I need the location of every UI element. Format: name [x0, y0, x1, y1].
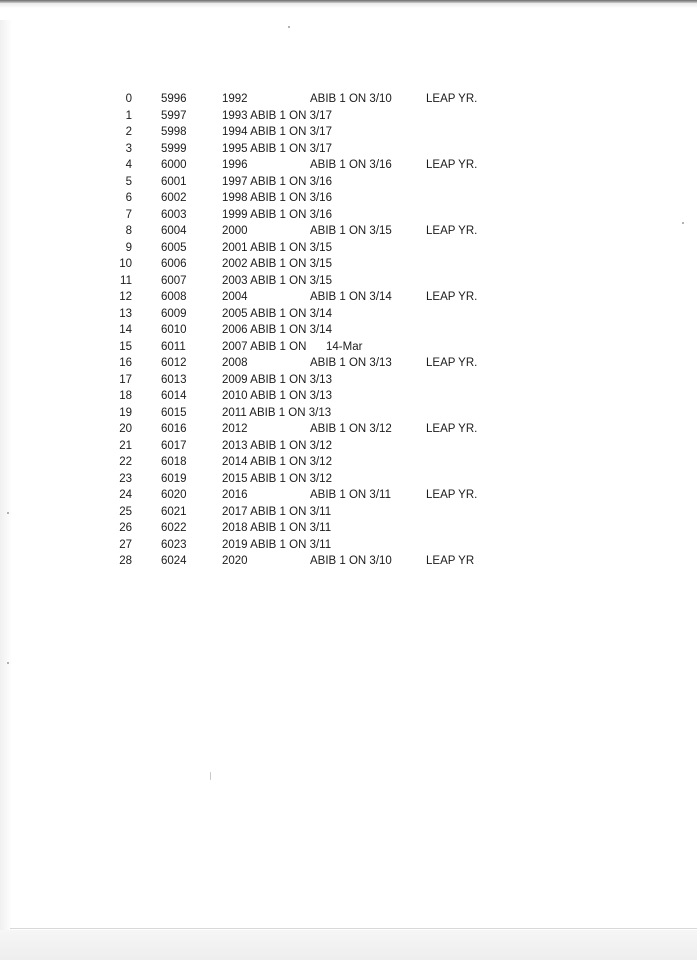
table-row [0, 372, 697, 389]
year-number: 6014 [161, 390, 187, 402]
gregorian-year: 1995 ABIB 1 ON 3/17 [222, 142, 332, 155]
abib-date: ABIB 1 ON 3/14 [310, 291, 392, 303]
year-number: 5997 [161, 109, 187, 122]
scan-speck [288, 26, 290, 28]
table-row [0, 405, 697, 422]
leap-year-label: LEAP YR. [426, 423, 478, 435]
abib-date: ABIB 1 ON 3/11 [310, 489, 391, 501]
table-row [0, 256, 697, 273]
scan-bottom-shade [0, 930, 697, 960]
table-row [0, 240, 697, 257]
gregorian-year: 2002 ABIB 1 ON 3/15 [222, 258, 332, 270]
year-number: 6007 [161, 274, 187, 287]
gregorian-year: 2012 [222, 423, 248, 435]
abib-date: ABIB 1 ON 3/15 [310, 225, 392, 237]
row-index: 6 [125, 192, 132, 204]
table-row [0, 537, 697, 554]
row-index: 11 [120, 274, 132, 287]
abib-date: ABIB 1 ON 3/12 [310, 423, 392, 435]
leap-year-table [0, 91, 697, 570]
table-row [0, 438, 697, 455]
year-number: 6008 [161, 291, 187, 303]
table-row [0, 306, 697, 323]
table-row [0, 289, 697, 306]
scan-speck [7, 662, 9, 664]
row-index: 7 [125, 208, 132, 221]
row-index: 8 [125, 225, 132, 237]
row-index: 15 [119, 340, 132, 353]
gregorian-year: 1992 [222, 93, 248, 105]
gregorian-year: 1994 ABIB 1 ON 3/17 [222, 126, 332, 138]
table-row [0, 487, 697, 504]
gregorian-year: 2003 ABIB 1 ON 3/15 [222, 274, 332, 287]
gregorian-year: 2019 ABIB 1 ON 3/11 [222, 538, 332, 551]
table-row [0, 223, 697, 240]
year-number: 5996 [161, 93, 187, 105]
table-row [0, 174, 697, 191]
year-number: 6000 [161, 159, 187, 171]
abib-date: ABIB 1 ON 3/10 [310, 555, 392, 567]
table-row [0, 388, 697, 405]
row-index: 16 [119, 357, 132, 369]
year-number: 6021 [161, 505, 187, 518]
table-row [0, 454, 697, 471]
table-row [0, 190, 697, 207]
row-index: 24 [119, 489, 132, 501]
row-index: 21 [119, 439, 132, 452]
leap-year-label: LEAP YR [426, 555, 475, 567]
table-row [0, 322, 697, 339]
gregorian-year: 2010 ABIB 1 ON 3/13 [222, 390, 332, 402]
gregorian-year: 2004 [222, 291, 248, 303]
year-number: 6005 [161, 241, 187, 254]
row-index: 0 [125, 93, 132, 105]
gregorian-year: 1999 ABIB 1 ON 3/16 [222, 208, 332, 221]
row-index: 27 [119, 538, 132, 551]
year-number: 6002 [161, 192, 187, 204]
table-row [0, 273, 697, 290]
row-index: 5 [125, 175, 132, 188]
year-number: 6003 [161, 208, 187, 221]
table-row [0, 471, 697, 488]
year-number: 6006 [161, 258, 187, 270]
year-number: 6011 [161, 340, 186, 353]
gregorian-year: 2015 ABIB 1 ON 3/12 [222, 472, 332, 485]
abib-date: ABIB 1 ON 3/16 [310, 159, 392, 171]
scan-top-shadow [0, 3, 697, 8]
gregorian-year: 2007 ABIB 1 ON [222, 340, 307, 353]
row-index: 2 [125, 126, 132, 138]
table-row [0, 157, 697, 174]
table-row [0, 504, 697, 521]
row-index: 14 [119, 324, 132, 336]
row-index: 25 [119, 505, 132, 518]
row-index: 23 [119, 472, 132, 485]
gregorian-year: 2018 ABIB 1 ON 3/11 [222, 522, 332, 534]
year-number: 6017 [161, 439, 187, 452]
gregorian-year: 2011 ABIB 1 ON 3/13 [222, 406, 332, 419]
row-index: 17 [119, 373, 132, 386]
year-number: 6019 [161, 472, 187, 485]
gregorian-year: 1996 [222, 159, 248, 171]
table-row [0, 520, 697, 537]
gregorian-year: 2006 ABIB 1 ON 3/14 [222, 324, 332, 336]
table-row [0, 108, 697, 125]
year-number: 6009 [161, 307, 187, 320]
gregorian-year: 2017 ABIB 1 ON 3/11 [222, 505, 332, 518]
table-row [0, 91, 697, 108]
abib-date: ABIB 1 ON 3/13 [310, 357, 392, 369]
year-number: 6010 [161, 324, 187, 336]
row-index: 13 [119, 307, 132, 320]
row-index: 20 [119, 423, 132, 435]
leap-year-label: LEAP YR. [426, 291, 478, 303]
row-index: 12 [119, 291, 132, 303]
row-index: 28 [119, 555, 132, 567]
year-number: 6018 [161, 456, 187, 468]
year-number: 6016 [161, 423, 187, 435]
gregorian-year: 2009 ABIB 1 ON 3/13 [222, 373, 332, 386]
row-index: 22 [119, 456, 132, 468]
gregorian-year: 2013 ABIB 1 ON 3/12 [222, 439, 332, 452]
table-row [0, 141, 697, 158]
gregorian-year: 1993 ABIB 1 ON 3/17 [222, 109, 332, 122]
year-number: 6015 [161, 406, 187, 419]
gregorian-year: 2014 ABIB 1 ON 3/12 [222, 456, 332, 468]
year-number: 6013 [161, 373, 187, 386]
year-number: 6012 [161, 357, 187, 369]
row-index: 26 [119, 522, 132, 534]
row-index: 1 [125, 109, 132, 122]
abib-date: ABIB 1 ON 3/10 [310, 93, 392, 105]
table-row [0, 421, 697, 438]
year-number: 5998 [161, 126, 187, 138]
year-number: 6004 [161, 225, 187, 237]
row-index: 19 [119, 406, 132, 419]
gregorian-year: 2005 ABIB 1 ON 3/14 [222, 307, 332, 320]
gregorian-year: 1998 ABIB 1 ON 3/16 [222, 192, 332, 204]
leap-year-label: LEAP YR. [426, 357, 478, 369]
leap-year-label: LEAP YR. [426, 159, 478, 171]
gregorian-year: 2016 [222, 489, 248, 501]
table-row [0, 124, 697, 141]
year-number: 6023 [161, 538, 187, 551]
row-index: 18 [119, 390, 132, 402]
row-index: 4 [125, 159, 132, 171]
abib-date-short: 14-Mar [326, 340, 363, 353]
row-index: 9 [125, 241, 132, 254]
leap-year-label: LEAP YR. [426, 225, 478, 237]
gregorian-year: 1997 ABIB 1 ON 3/16 [222, 175, 332, 188]
year-number: 6024 [161, 555, 187, 567]
gregorian-year: 2020 [222, 555, 248, 567]
table-row [0, 207, 697, 224]
row-index: 10 [119, 258, 132, 270]
gregorian-year: 2008 [222, 357, 248, 369]
year-number: 6001 [161, 175, 187, 188]
leap-year-label: LEAP YR. [426, 489, 478, 501]
gregorian-year: 2001 ABIB 1 ON 3/15 [222, 241, 332, 254]
leap-year-label: LEAP YR. [426, 93, 478, 105]
scan-speck [210, 772, 211, 780]
table-row [0, 339, 697, 356]
year-number: 6020 [161, 489, 187, 501]
year-number: 6022 [161, 522, 187, 534]
gregorian-year: 2000 [222, 225, 248, 237]
scan-bottom-line [10, 928, 697, 929]
year-number: 5999 [161, 142, 187, 155]
table-row [0, 553, 697, 570]
table-row [0, 355, 697, 372]
row-index: 3 [125, 142, 132, 155]
